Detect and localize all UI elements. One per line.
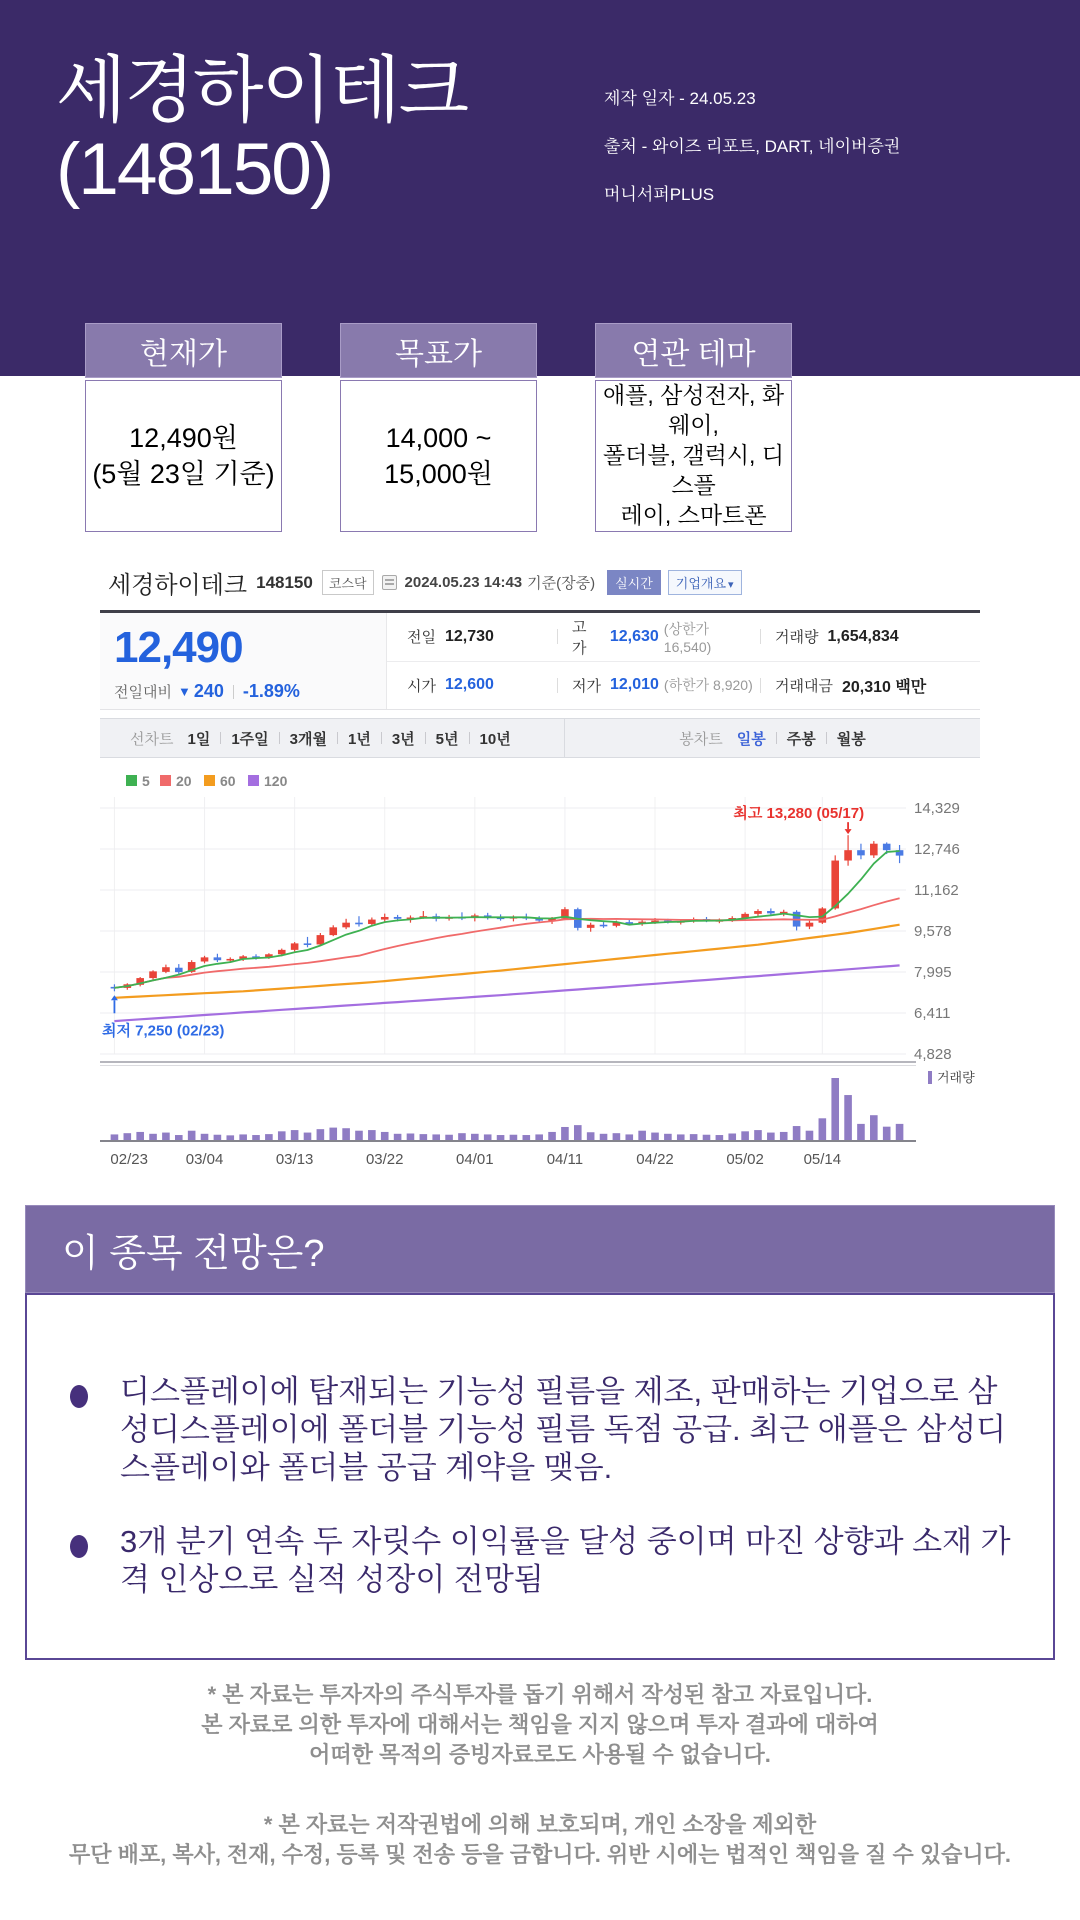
stock-chart-widget xyxy=(100,560,980,1178)
current-price-value: 12,490원 xyxy=(129,422,238,453)
candle-chart-tab-group xyxy=(565,728,980,749)
line-chart-label: 선차트 xyxy=(130,730,174,748)
current-price-box-body xyxy=(85,380,282,532)
tab-1year[interactable]: 1년 xyxy=(347,730,371,748)
widget-stock-code: 148150 xyxy=(256,572,313,592)
disclaimer-line: 본 자료로 의한 투자에 대해서는 책임을 지지 않으며 투자 결과에 대하여 xyxy=(201,1712,879,1737)
svg-text:04/22: 04/22 xyxy=(636,1151,674,1168)
tab-1day[interactable]: 1일 xyxy=(187,730,211,748)
svg-text:60: 60 xyxy=(220,773,236,789)
svg-text:05/14: 05/14 xyxy=(803,1151,842,1168)
svg-text:120: 120 xyxy=(264,773,288,789)
tab-3year[interactable]: 3년 xyxy=(391,730,415,748)
target-price-low: 14,000 ~ xyxy=(385,422,492,453)
prev-close-value: 12,730 xyxy=(444,627,494,645)
svg-text:04/11: 04/11 xyxy=(546,1151,584,1168)
price-panel-left xyxy=(100,613,387,709)
disclaimer-line: * 본 자료는 투자자의 주식투자를 돕기 위해서 작성된 참고 자료입니다. xyxy=(207,1682,873,1707)
tab-1week[interactable]: 1주일 xyxy=(231,730,269,748)
svg-text:최저 7,250 (02/23): 최저 7,250 (02/23) xyxy=(102,1022,225,1040)
disclaimer-line: * 본 자료는 저작권법에 의해 보호되며, 개인 소장을 제외한 xyxy=(263,1812,817,1837)
realtime-badge: 실시간 xyxy=(607,570,661,595)
disclaimer-line: 어떠한 목적의 증빙자료로도 사용될 수 없습니다. xyxy=(309,1742,771,1767)
svg-text:14,329: 14,329 xyxy=(914,800,960,817)
line-chart-tab-group xyxy=(100,719,565,757)
upper-limit: (상한가 16,540) xyxy=(663,620,712,655)
low-value: 12,010 xyxy=(609,676,659,694)
tab-10year[interactable]: 10년 xyxy=(479,730,511,748)
top-banner xyxy=(0,0,1080,376)
svg-text:5: 5 xyxy=(142,773,150,789)
tab-3month[interactable]: 3개월 xyxy=(289,730,327,748)
widget-stock-name: 세경하이테크 xyxy=(108,572,248,599)
prev-close-cell xyxy=(407,626,557,647)
outlook-body xyxy=(25,1293,1055,1660)
related-themes-box-header: 연관 테마 xyxy=(595,323,792,378)
change-value: 240 xyxy=(193,681,224,701)
svg-text:02/23: 02/23 xyxy=(110,1151,148,1168)
low-label: 저가 xyxy=(572,677,601,695)
open-label: 시가 xyxy=(407,677,436,695)
trade-value-value: 20,310 백만 xyxy=(841,678,927,696)
company-overview-label: 기업개요 xyxy=(675,576,727,591)
divider xyxy=(220,732,221,744)
trade-value-cell xyxy=(775,674,980,697)
divider xyxy=(381,732,382,744)
target-price-high: 15,000원 xyxy=(384,459,493,489)
high-cell xyxy=(572,616,760,658)
market-badge: 코스닥 xyxy=(322,570,374,595)
volume-value: 1,654,834 xyxy=(827,627,899,645)
brand-line: 머니서퍼PLUS xyxy=(604,185,715,204)
lower-limit: (하한가 8,920) xyxy=(663,677,753,694)
high-value: 12,630 xyxy=(609,627,659,645)
svg-text:03/13: 03/13 xyxy=(275,1151,314,1168)
current-price: 12,490 xyxy=(114,623,243,672)
related-themes-box xyxy=(595,323,792,532)
svg-text:04/01: 04/01 xyxy=(456,1151,494,1168)
outlook-header: 이 종목 전망은? xyxy=(25,1205,1055,1293)
trade-value-label: 거래대금 xyxy=(775,677,833,695)
divider xyxy=(760,629,761,644)
stock-name-title: 세경하이테크 xyxy=(56,50,468,131)
report-icon xyxy=(382,575,397,590)
down-triangle-icon: ▼ xyxy=(177,684,191,699)
svg-text:9,578: 9,578 xyxy=(914,923,952,941)
svg-text:05/02: 05/02 xyxy=(726,1151,764,1168)
high-label: 고가 xyxy=(572,618,587,657)
target-price-box-header: 목표가 xyxy=(340,323,537,378)
disclaimer-block-2 xyxy=(0,1810,1080,1870)
divider xyxy=(425,732,426,744)
banner-meta xyxy=(604,84,900,228)
divider xyxy=(826,732,827,744)
related-themes-box-body xyxy=(595,380,792,532)
quote-row-2 xyxy=(387,662,980,710)
quote-datetime: 2024.05.23 14:43 xyxy=(404,574,523,591)
related-themes-line: 폴더블, 갤럭시, 디스플 xyxy=(602,442,785,498)
quote-row-1 xyxy=(387,613,980,662)
divider xyxy=(233,685,234,699)
widget-header xyxy=(100,560,980,605)
disclaimer-line: 무단 배포, 복사, 전재, 수정, 등록 및 전송 등을 금합니다. 위반 시에는 법적인 책임을 질 수 있습니다. xyxy=(68,1842,1012,1867)
divider xyxy=(557,629,558,644)
outlook-bullet-1: 디스플레이에 탑재되는 기능성 필름을 제조, 판매하는 기업으로 삼성디스플레이에 폴더블 기능성 필름 독점 공급. 최근 애플은 삼성디스플레이와 폴더블 공급 계약을 맺음. xyxy=(120,1373,1025,1486)
svg-text:4,828: 4,828 xyxy=(914,1046,952,1063)
related-themes-line: 애플, 삼성전자, 화웨이, xyxy=(602,382,785,439)
prev-close-label: 전일 xyxy=(407,629,436,647)
svg-text:20: 20 xyxy=(176,773,192,789)
change-label: 전일대비 xyxy=(114,684,172,701)
current-price-box xyxy=(85,323,282,532)
tab-daily-candle[interactable]: 일봉 xyxy=(736,730,766,748)
price-panel-right xyxy=(387,613,980,709)
candle-chart-label: 봉차트 xyxy=(679,730,723,748)
volume-label: 거래량 xyxy=(775,629,819,647)
open-cell xyxy=(407,675,557,696)
svg-text:03/22: 03/22 xyxy=(365,1151,404,1168)
chart-tab-bar xyxy=(100,718,980,758)
change-percent: -1.89% xyxy=(242,681,300,701)
volume-cell xyxy=(775,626,980,647)
divider xyxy=(760,678,761,693)
target-price-box-body xyxy=(340,380,537,532)
company-overview-dropdown[interactable] xyxy=(668,570,742,595)
current-price-box-header: 현재가 xyxy=(85,323,282,378)
svg-text:12,746: 12,746 xyxy=(914,840,960,858)
divider xyxy=(337,732,338,744)
price-panel xyxy=(100,610,980,710)
svg-text:7,995: 7,995 xyxy=(914,964,952,981)
candlestick-chart xyxy=(100,765,980,1182)
page-title xyxy=(56,52,467,210)
divider xyxy=(469,732,470,744)
divider xyxy=(557,678,558,693)
current-price-date: (5월 23일 기준) xyxy=(92,459,275,489)
open-value: 12,600 xyxy=(444,676,494,694)
quote-datetime-suffix: 기준(장중) xyxy=(527,575,596,592)
disclaimer-block-1 xyxy=(0,1680,1080,1770)
svg-text:6,411: 6,411 xyxy=(914,1005,951,1023)
stock-code-title: (148150) xyxy=(56,128,333,210)
svg-text:03/04: 03/04 xyxy=(185,1151,224,1168)
related-themes-line: 레이, 스마트폰 xyxy=(620,501,767,528)
low-cell xyxy=(572,675,760,696)
svg-text:최고 13,280 (05/17): 최고 13,280 (05/17) xyxy=(733,805,865,823)
outlook-section xyxy=(25,1205,1055,1660)
divider xyxy=(776,732,777,744)
outlook-bullet-2: 3개 분기 연속 두 자릿수 이익률을 달성 중이며 마진 상향과 소재 가격 인상으로 실적 성장이 전망됨 xyxy=(120,1523,1025,1599)
tab-monthly-candle[interactable]: 월봉 xyxy=(836,730,866,748)
price-chart-svg xyxy=(100,765,980,1177)
source-line: 출처 - 와이즈 리포트, DART, 네이버증권 xyxy=(604,137,901,156)
svg-text:11,162: 11,162 xyxy=(914,882,959,899)
divider xyxy=(279,732,280,744)
svg-text:거래량: 거래량 xyxy=(937,1070,975,1085)
price-change-row xyxy=(114,681,386,702)
tab-5year[interactable]: 5년 xyxy=(435,730,459,748)
target-price-box xyxy=(340,323,537,532)
production-date: 제작 일자 - 24.05.23 xyxy=(604,89,756,108)
chevron-down-icon: ▾ xyxy=(728,579,734,591)
tab-weekly-candle[interactable]: 주봉 xyxy=(786,730,816,748)
